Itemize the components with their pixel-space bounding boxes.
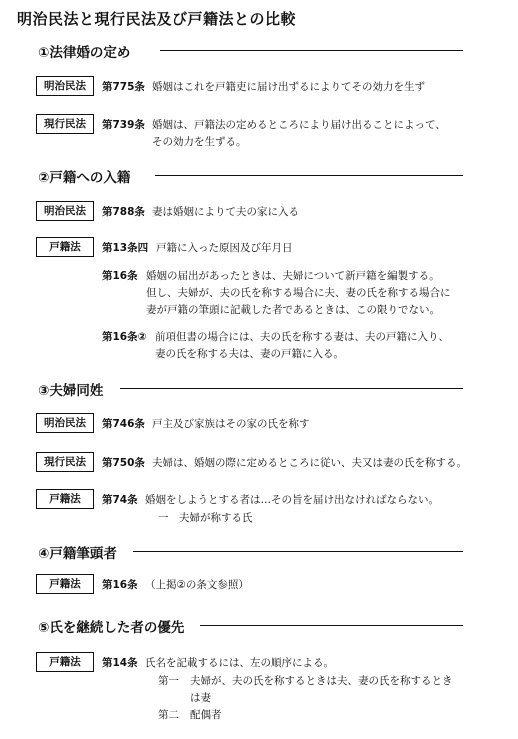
order-text: 夫婦が、夫の氏を称するときは夫、妻の氏を称するとき [190,675,453,687]
article-text: 婚姻の届出があったときは、夫婦について新戸籍を編製する。 [146,270,440,282]
badge-koseki-ho: 戸籍法 [36,489,94,509]
article-number: 第16条 [102,579,138,591]
article-number: 第775条 [102,81,145,93]
order-text: は妻 [190,692,211,704]
section-heading-2: ②戸籍への入籍 [38,170,131,186]
article-text: 戸主及び家族はその家の氏を称す [152,418,310,430]
article-text: 戸籍に入った原因及び年月日 [156,242,293,254]
article-text: 妻の氏を称する夫は、妻の戸籍に入る。 [155,348,344,360]
article-number: 第16条 [102,270,138,282]
article-number: 第16条② [102,331,147,343]
section-rule-3 [120,388,463,389]
badge-meiji-minpo: 明治民法 [36,201,94,221]
article-text: 但し、夫婦が、夫の氏を称する場合に夫、妻の氏を称する場合に [146,287,451,299]
article-number: 第746条 [102,418,145,430]
article-text: （上掲②の条文参照） [145,579,249,591]
badge-koseki-ho: 戸籍法 [36,574,94,594]
article-text: 氏名を記載するには、左の順序による。 [145,657,334,669]
section-heading-1: ①法律婚の定め [38,45,131,61]
section-rule-5 [200,625,463,626]
page-title: 明治民法と現行民法及び戸籍法との比較 [17,10,297,28]
article-number: 第750条 [102,457,145,469]
badge-koseki-ho: 戸籍法 [36,652,94,672]
article-text: 婚姻はこれを戸籍吏に届け出ずるによりてその効力を生ず [152,81,425,93]
order-text: 配偶者 [190,709,222,721]
article-text: 前項但書の場合には、夫の氏を称する妻は、夫の戸籍に入り、 [155,331,449,343]
article-number: 第74条 [102,494,138,506]
section-rule-1 [160,50,463,51]
article-text: 婚姻をしようとする者は…その旨を届け出なければならない。 [145,494,439,506]
article-number: 第14条 [102,657,138,669]
order-label: 第二 [158,709,179,721]
article-text: 妻が戸籍の筆頭に記載した者であるときは、この限りでない。 [146,304,440,316]
badge-meiji-minpo: 明治民法 [36,76,94,96]
article-text: 妻は婚姻によりて夫の家に入る [152,206,299,218]
order-label: 第一 [158,675,179,687]
section-heading-5: ⑤氏を継続した者の優先 [38,620,185,636]
article-number: 第13条四 [102,242,149,254]
section-heading-3: ③夫婦同姓 [38,383,104,399]
article-number: 第788条 [102,206,145,218]
article-text: 一 夫婦が称する氏 [158,512,253,524]
section-rule-4 [133,551,463,552]
badge-koseki-ho: 戸籍法 [36,237,94,257]
article-text: その効力を生ずる。 [152,136,247,148]
badge-genko-minpo: 現行民法 [36,452,94,472]
article-number: 第739条 [102,119,145,131]
badge-meiji-minpo: 明治民法 [36,413,94,433]
article-text: 夫婦は、婚姻の際に定めるところに従い、夫又は妻の氏を称する。 [152,457,467,469]
article-text: 婚姻は、戸籍法の定めるところにより届け出ることによって、 [152,119,446,131]
section-heading-4: ④戸籍筆頭者 [38,546,117,562]
section-rule-2 [155,175,463,176]
badge-genko-minpo: 現行民法 [36,114,94,134]
